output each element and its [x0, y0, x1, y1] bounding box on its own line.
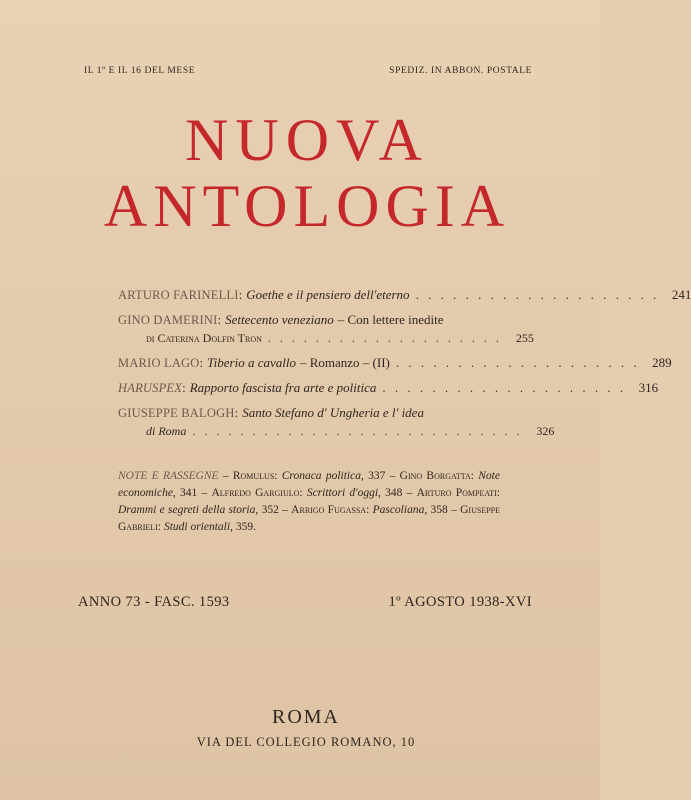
toc-work-title: Rapporto fascista fra arte e politica [189, 380, 377, 395]
toc-page-number: 241 [671, 287, 691, 302]
notes-page: 348 [385, 487, 403, 499]
toc-work-title: Tiberio a cavallo [207, 355, 296, 370]
toc-continuation: di Roma [146, 424, 187, 438]
toc-leader-dots: . . . . . . . . . . . . . . . . . . . . [415, 287, 660, 302]
notes-heading: NOTE E RASSEGNE [118, 470, 219, 482]
notes-page: 358 [430, 504, 448, 516]
magazine-title-line1: NUOVA [185, 107, 429, 173]
toc-work-title: Santo Stefano d' Ungheria e l' idea [242, 405, 424, 420]
notes-title: Pascoliana [372, 504, 425, 516]
table-of-contents [118, 286, 691, 447]
notes-author: Alfredo Gargiulo [211, 487, 300, 499]
toc-work-subtitle: – Con lettere inedite [337, 312, 444, 327]
notes-page: 337 [368, 470, 386, 482]
toc-leader-dots: . . . . . . . . . . . . . . . . . . . . [395, 355, 640, 370]
notes-title: Cronaca politica [281, 470, 361, 482]
notes-author: Arturo Pompeati [416, 487, 497, 499]
toc-author: ARTURO FARINELLI [118, 288, 239, 302]
notes-title: Note economiche [118, 470, 500, 499]
publication-frequency: IL 1º E IL 16 DEL MESE [84, 66, 196, 76]
toc-page-number: 289 [652, 355, 672, 370]
toc-author: GIUSEPPE BALOGH [118, 406, 235, 420]
toc-work-title: Settecento veneziano [225, 312, 334, 327]
toc-page-number: 316 [638, 380, 659, 395]
notes-author: Arrigo Fugassa [291, 504, 367, 516]
toc-author: HARUSPEX [118, 381, 183, 395]
publisher-address: VIA DEL COLLEGIO ROMANO, 10 [196, 735, 416, 749]
notes-title: Studi orientali [163, 521, 231, 533]
notes-author: Gino Borgatta [399, 470, 471, 482]
toc-author: GINO DAMERINI [118, 313, 218, 327]
notes-page: 352 [261, 504, 279, 516]
toc-work-title: Goethe e il pensiero dell'eterno [246, 287, 410, 302]
toc-page-number: 255 [515, 331, 534, 345]
toc-author: MARIO LAGO [118, 356, 200, 370]
toc-entry: HARUSPEX : Rapporto fascista fra arte e politica . . . . . . . . . . . . . . . . . . . . 316 [118, 380, 659, 395]
toc-leader-dots: . . . . . . . . . . . . . . . . . . . . . . . . . . . . [192, 424, 523, 438]
postal-notice: SPEDIZ. IN ABBON. POSTALE [389, 66, 532, 76]
issue-date: 1º AGOSTO 1938-XVI [388, 594, 532, 610]
toc-entry: GIUSEPPE BALOGH : Santo Stefano d' Ungheria e l' idea di Roma . . . . . . . . . . . . . . . . . . . . . . . . . . . . 326 [118, 405, 555, 438]
toc-entry: ARTURO FARINELLI : Goethe e il pensiero dell'eterno . . . . . . . . . . . . . . . . . . . . 241 [118, 287, 691, 302]
toc-entry: GINO DAMERINI : Settecento veneziano – Con lettere inedite di Caterina Dolfin Tron . . . . . . . . . . . . . . . . . . . . 255 [118, 312, 534, 345]
issue-number: ANNO 73 - FASC. 1593 [78, 594, 230, 610]
notes-and-reviews: NOTE E RASSEGNE – Romulus: Cronaca politica, 337 – Gino Borgatta: Note economiche, 341 – Alfredo Gargiulo: Scrittori d'oggi, 348 – Arturo Pompeati: Drammi e segreti della storia, 352 – Arrigo Fugassa: Pascoliana, 358 – Giuseppe Gabrieli: Studi orientali, 359. [118, 470, 500, 533]
toc-continuation: di Caterina Dolfin Tron [146, 331, 262, 345]
notes-title: Scrittori d'oggi [306, 487, 379, 499]
notes-author: Romulus [232, 470, 275, 482]
publisher-city: ROMA [271, 706, 340, 728]
notes-page: 341 [180, 487, 198, 499]
toc-page-number: 326 [536, 424, 555, 438]
notes-title: Drammi e segreti della storia [118, 504, 256, 516]
toc-entry: MARIO LAGO : Tiberio a cavallo – Romanzo – (II) . . . . . . . . . . . . . . . . . . . . 289 [118, 355, 672, 370]
toc-leader-dots: . . . . . . . . . . . . . . . . . . . . [267, 331, 502, 345]
magazine-title-line2: ANTOLOGIA [103, 173, 511, 239]
toc-work-subtitle: – Romanzo – (II) [299, 355, 390, 370]
notes-author: Giuseppe Gabrieli [118, 504, 500, 533]
notes-page: 359 [235, 521, 254, 533]
toc-leader-dots: . . . . . . . . . . . . . . . . . . . . [382, 380, 627, 395]
